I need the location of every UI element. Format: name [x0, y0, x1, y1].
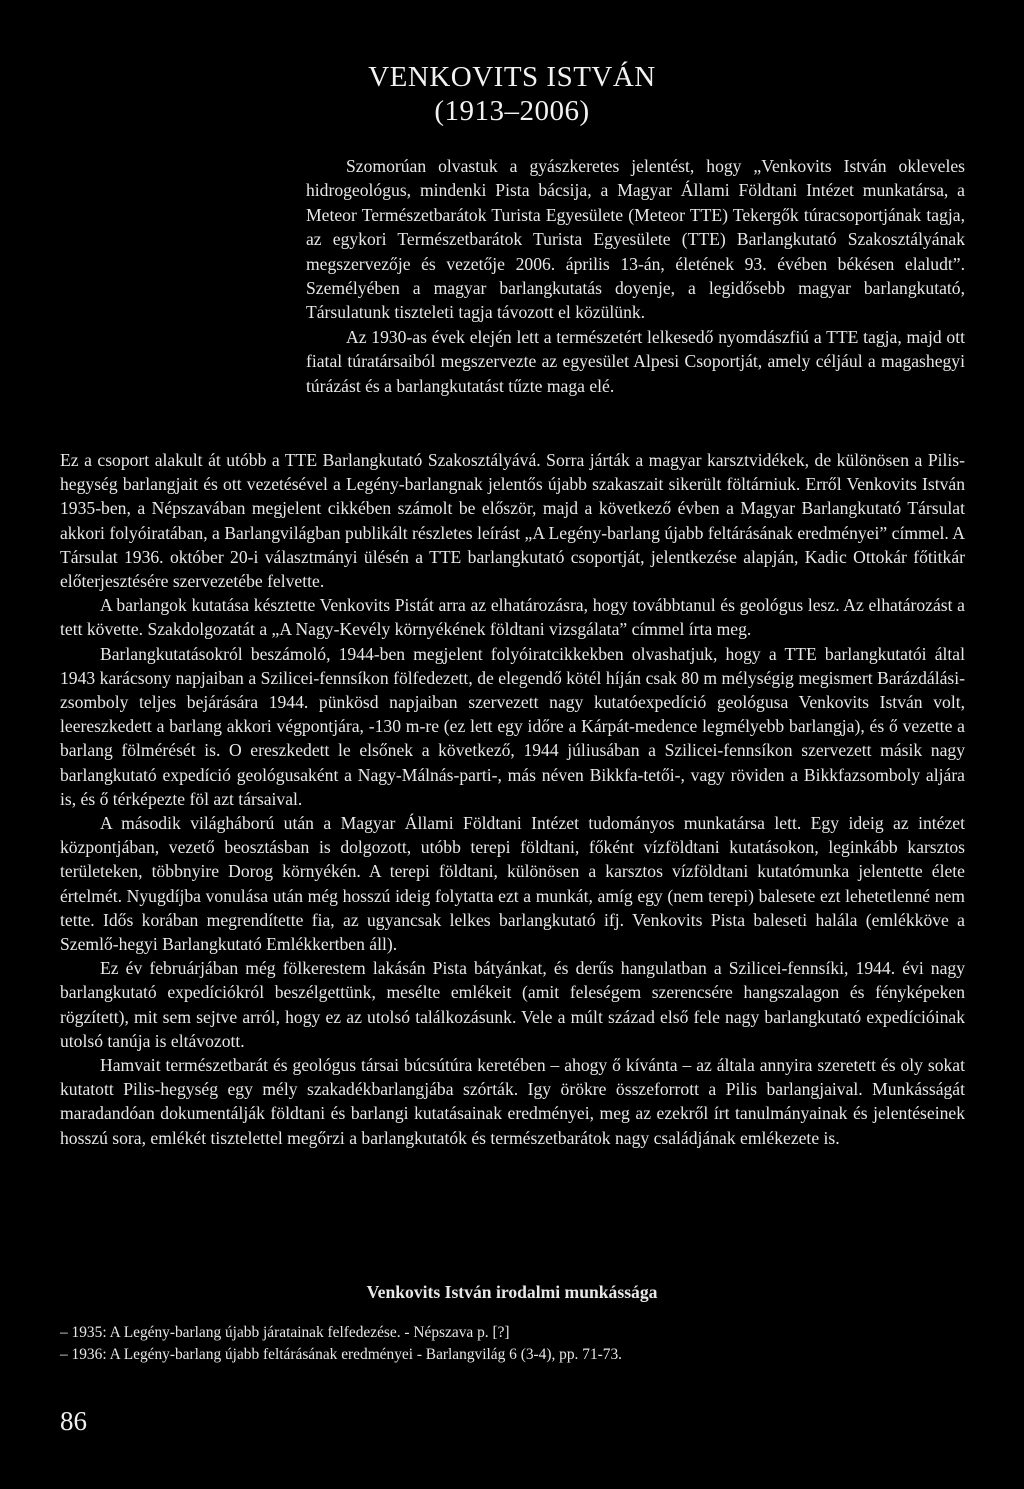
intro-paragraph-2: Az 1930-as évek elején lett a természetért lelkesedő nyomdászfiú a TTE tagja, majd ott fiatal túratársaiból megszervezte az egyesület Alpesi Csoportját, amely céljául a magashegyi túrázást és a barlangkutatást tűzte maga elé. [306, 326, 965, 396]
title-name: VENKOVITS ISTVÁN [368, 61, 656, 93]
body-paragraph-4: A második világháború után a Magyar Állami Földtani Intézet tudományos munkatársa lett. Egy ideig az intézet központjában, vezető beosztásban is dolgozott, utóbb terepi földtani, főként vízföldtani kutatásokon, leginkább karsztos területeken, többnyire Dorog környékén. A terepi földtani, különösen a karsztos vízföldtani kutatómunka jelentette élete értelmét. Nyugdíjba vonulása után még hosszú ideig folytatta ezt a munkát, amíg egy (nem terepi) balesete ezt lehetetlenné nem tette. Idős korában megrendítette fia, az ugyancsak lelkes barlangkutató ifj. Venkovits Pista baleseti halála (emlékköve a Szemlő-hegyi Barlangkutató Emlékkertben áll). [60, 813, 965, 955]
page-number: 86 [60, 1406, 87, 1436]
literature-heading: Venkovits István irodalmi munkássága [366, 1282, 658, 1302]
body-paragraph-3: Barlangkutatásokról beszámoló, 1944-ben megjelent folyóiratcikkekben olvashatjuk, hogy a TTE barlangkutatói által 1943 karácsony napjaiban a Szilicei-fennsíkon fölfedezett, de elegendő kötél híján csak 80 m mélységig megismert Barázdálási-zsomboly teljes bejárására 1944. pünkösd napjaiban szervezett nagy kutatóexpedíció geológusa Venkovits István volt, leereszkedett a barlang akkori végpontjára, -130 m-re (ez lett egy időre a Kárpát-medence legmélyebb barlangja), és ő vezette a barlang fölmérését is. O ereszkedett le elsőnek a következő, 1944 júliusában a Szilicei-fennsíkon szervezett másik nagy barlangkutató expedíció geológusaként a Nagy-Málnás-parti-, más néven Bikkfa-tetői-, vagy röviden a Bikkfazsomboly aljára is, és ő térképezte föl azt társaival. [60, 643, 965, 809]
title-years: (1913–2006) [434, 95, 590, 127]
page-title [0, 60, 1024, 128]
body-paragraph-6: Hamvait természetbarát és geológus társai búcsútúra keretében – ahogy ő kívánta – az általa annyira szeretett és oly sokat kutatott Pilis-hegység egy mély szakadékbarlangjába szórták. Igy örökre összeforrott a Pilis barlangjaival. Munkásságát maradandóan dokumentálják földtani és barlangi kutatásainak eredményei, meg az ezekről írt tanulmányainak és jelentéseinek hosszú sora, emlékét tisztelettel megőrzi a barlangkutatók és természetbarátok nagy családjának emlékezete is. [60, 1055, 965, 1148]
literature-list [60, 1322, 965, 1366]
intro-column [306, 154, 965, 398]
body-text [60, 448, 965, 1150]
body-paragraph-2: A barlangok kutatása késztette Venkovits Pistát arra az elhatározásra, hogy továbbtanul és geológus lesz. Az elhatározást a tett követte. Szakdolgozatát a „A Nagy-Kevély környékének földtani vizsgálata” címmel írta meg. [60, 595, 965, 640]
body-paragraph-1: Ez a csoport alakult át utóbb a TTE Barlangkutató Szakosztályává. Sorra járták a magyar karsztvidékek, de különösen a Pilis-hegység barlangjait és ott vezetésével a Legény-barlangnak jelentős újabb szakaszait sikerült föltárniuk. Erről Venkovits István 1935-ben, a Népszavában megjelent cikkében számolt be először, majd a következő évben a Magyar Barlangkutató Társulat akkori folyóiratában, a Barlangvilágban publikált részletes leírást „A Legény-barlang újabb feltárásának eredményei” címmel. A Társulat 1936. október 20-i választmányi ülésén a TTE barlangkutató csoportját, jelentkezése alapján, Kadic Ottokár főtitkár előterjesztésére szervezetébe felvette. [60, 450, 965, 592]
literature-item: – 1936: A Legény-barlang újabb feltárásának eredményei - Barlangvilág 6 (3-4), pp. 71-73. [60, 1346, 622, 1363]
literature-item: – 1935: A Legény-barlang újabb járatainak felfedezése. - Népszava p. [?] [60, 1324, 510, 1341]
body-paragraph-5: Ez év februárjában még fölkerestem lakásán Pista bátyánkat, és derűs hangulatban a Szilicei-fennsíki, 1944. évi nagy barlangkutató expedíciókról beszélgettünk, mesélte emlékeit (amit feleségem szerencsére hangszalagon és fényképeken rögzített), mit sem sejtve arról, hogy ez az utolsó találkozásunk. Vele a múlt század első fele nagy barlangkutató expedícióinak utolsó tanúja is eltávozott. [60, 958, 965, 1051]
intro-paragraph-1: Szomorúan olvastuk a gyászkeretes jelentést, hogy „Venkovits István okleveles hidrogeológus, mindenki Pista bácsija, a Magyar Állami Földtani Intézet munkatársa, a Meteor Természetbarátok Turista Egyesülete (Meteor TTE) Tekergők túracsoportjának tagja, az egykori Természetbarátok Turista Egyesülete (TTE) Barlangkutató Szakosztályának megszervezője és vezetője 2006. április 13-án, életének 93. évében békésen elaludt”. Személyében a magyar barlangkutatás doyenje, a legidősebb magyar barlangkutató, Társulatunk tiszteleti tagja távozott el közülünk. [306, 156, 965, 323]
